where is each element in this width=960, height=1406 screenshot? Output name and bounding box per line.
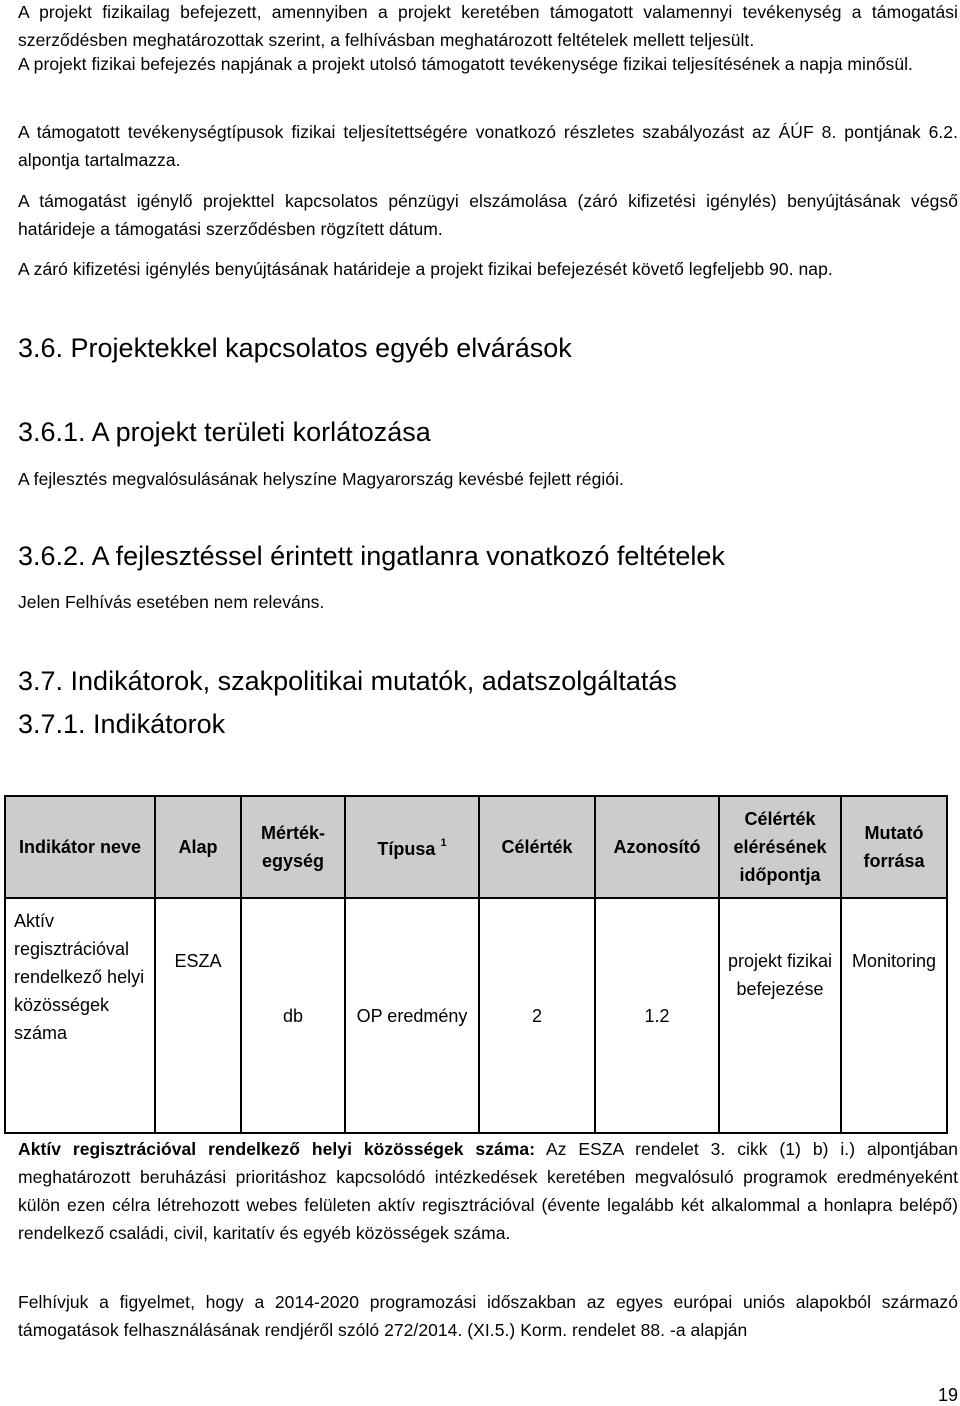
cell-target: 2: [479, 898, 595, 1133]
paragraph-territorial-restriction: A fejlesztés megvalósulásának helyszíne Magyarország kevésbé fejlett régiói.: [18, 469, 624, 489]
indicator-definition-body: Az ESZA rendelet 3. cikk (1) b) i.) alpontjában meghatározott beruházási prioritáshoz kapcsolódó intézkedések keretében megvalósuló programok eredményeként külön ezen célra létrehozott webes felületen aktív regisztrációval (évente legalább két alkalommal a honlapra belépő) rendelkező családi, civil, karitatív és egyéb közösségek száma.: [18, 1139, 958, 1243]
paragraph-regulation-notice: Felhívjuk a figyelmet, hogy a 2014-2020 programozási időszakban az egyes európai uniós alapokból származó támogatások felhasználásának rendjéről szóló 272/2014. (XI.5.) Korm. rendelet 88. -a alapján: [18, 1292, 958, 1340]
header-target: Célérték: [479, 796, 595, 898]
paragraph-property-conditions: Jelen Felhívás esetében nem releváns.: [18, 592, 325, 612]
header-unit: Mérték-egység: [241, 796, 345, 898]
header-type: [345, 796, 479, 898]
header-id: Azonosító: [595, 796, 719, 898]
section-heading-3-7: 3.7. Indikátorok, szakpolitikai mutatók, adatszolgáltatás: [18, 666, 677, 696]
paragraph-final-settlement: A támogatást igénylő projekttel kapcsolatos pénzügyi elszámolása (záró kifizetési igénylés) benyújtásának végső határideje a támogatási szerződésben rögzített dátum.: [18, 191, 958, 239]
cell-base: ESZA: [155, 898, 241, 1133]
header-target-date: Célérték elérésének időpontja: [719, 796, 841, 898]
paragraph-completion-date: A projekt fizikai befejezés napjának a projekt utolsó támogatott tevékenysége fizikai teljesítésének a napja minősül.: [18, 54, 913, 74]
header-type-footnote: 1: [440, 837, 447, 849]
cell-indicator-name: Aktív regisztrációval rendelkező helyi közösségek száma: [5, 898, 155, 1133]
section-heading-3-6-2: 3.6.2. A fejlesztéssel érintett ingatlanra vonatkozó feltételek: [18, 541, 725, 571]
indicator-table: [4, 795, 948, 1134]
section-heading-3-6-1: 3.6.1. A projekt területi korlátozása: [18, 417, 431, 447]
header-type-label: Típusa: [377, 839, 436, 859]
header-source: Mutató forrása: [841, 796, 947, 898]
final-paragraph-block: [18, 1288, 958, 1344]
cell-id: 1.2: [595, 898, 719, 1133]
page-number: 19: [937, 1385, 958, 1405]
header-indicator-name: Indikátor neve: [5, 796, 155, 898]
table-row: [5, 898, 947, 1133]
cell-target-date: projekt fizikai befejezése: [719, 898, 841, 1133]
paragraph-physical-completion: A projekt fizikailag befejezett, amennyiben a projekt keretében támogatott valamennyi tevékenység a támogatási szerződésben meghatározottak szerint, a felhívásban meghatározott feltételek mellett teljesült.: [18, 2, 958, 50]
cell-unit: db: [241, 898, 345, 1133]
cell-type: OP eredmény: [345, 898, 479, 1133]
section-heading-3-7-1: 3.7.1. Indikátorok: [18, 709, 226, 739]
header-base: Alap: [155, 796, 241, 898]
indicator-definition-text: [18, 1135, 958, 1247]
indicator-definition: [18, 1135, 958, 1247]
section-heading-3-6: 3.6. Projektekkel kapcsolatos egyéb elvárások: [18, 333, 572, 363]
indicator-table-header-row: [5, 796, 947, 898]
indicator-definition-term: Aktív regisztrációval rendelkező helyi közösségek száma:: [18, 1139, 536, 1159]
paragraph-deadline: A záró kifizetési igénylés benyújtásának határideje a projekt fizikai befejezését követő legfeljebb 90. nap.: [18, 259, 833, 279]
paragraph-activity-rules: A támogatott tevékenységtípusok fizikai teljesítettségére vonatkozó részletes szabályozást az ÁÚF 8. pontjának 6.2. alpontja tartalmazza.: [18, 122, 958, 170]
cell-source: Monitoring: [841, 898, 947, 1133]
